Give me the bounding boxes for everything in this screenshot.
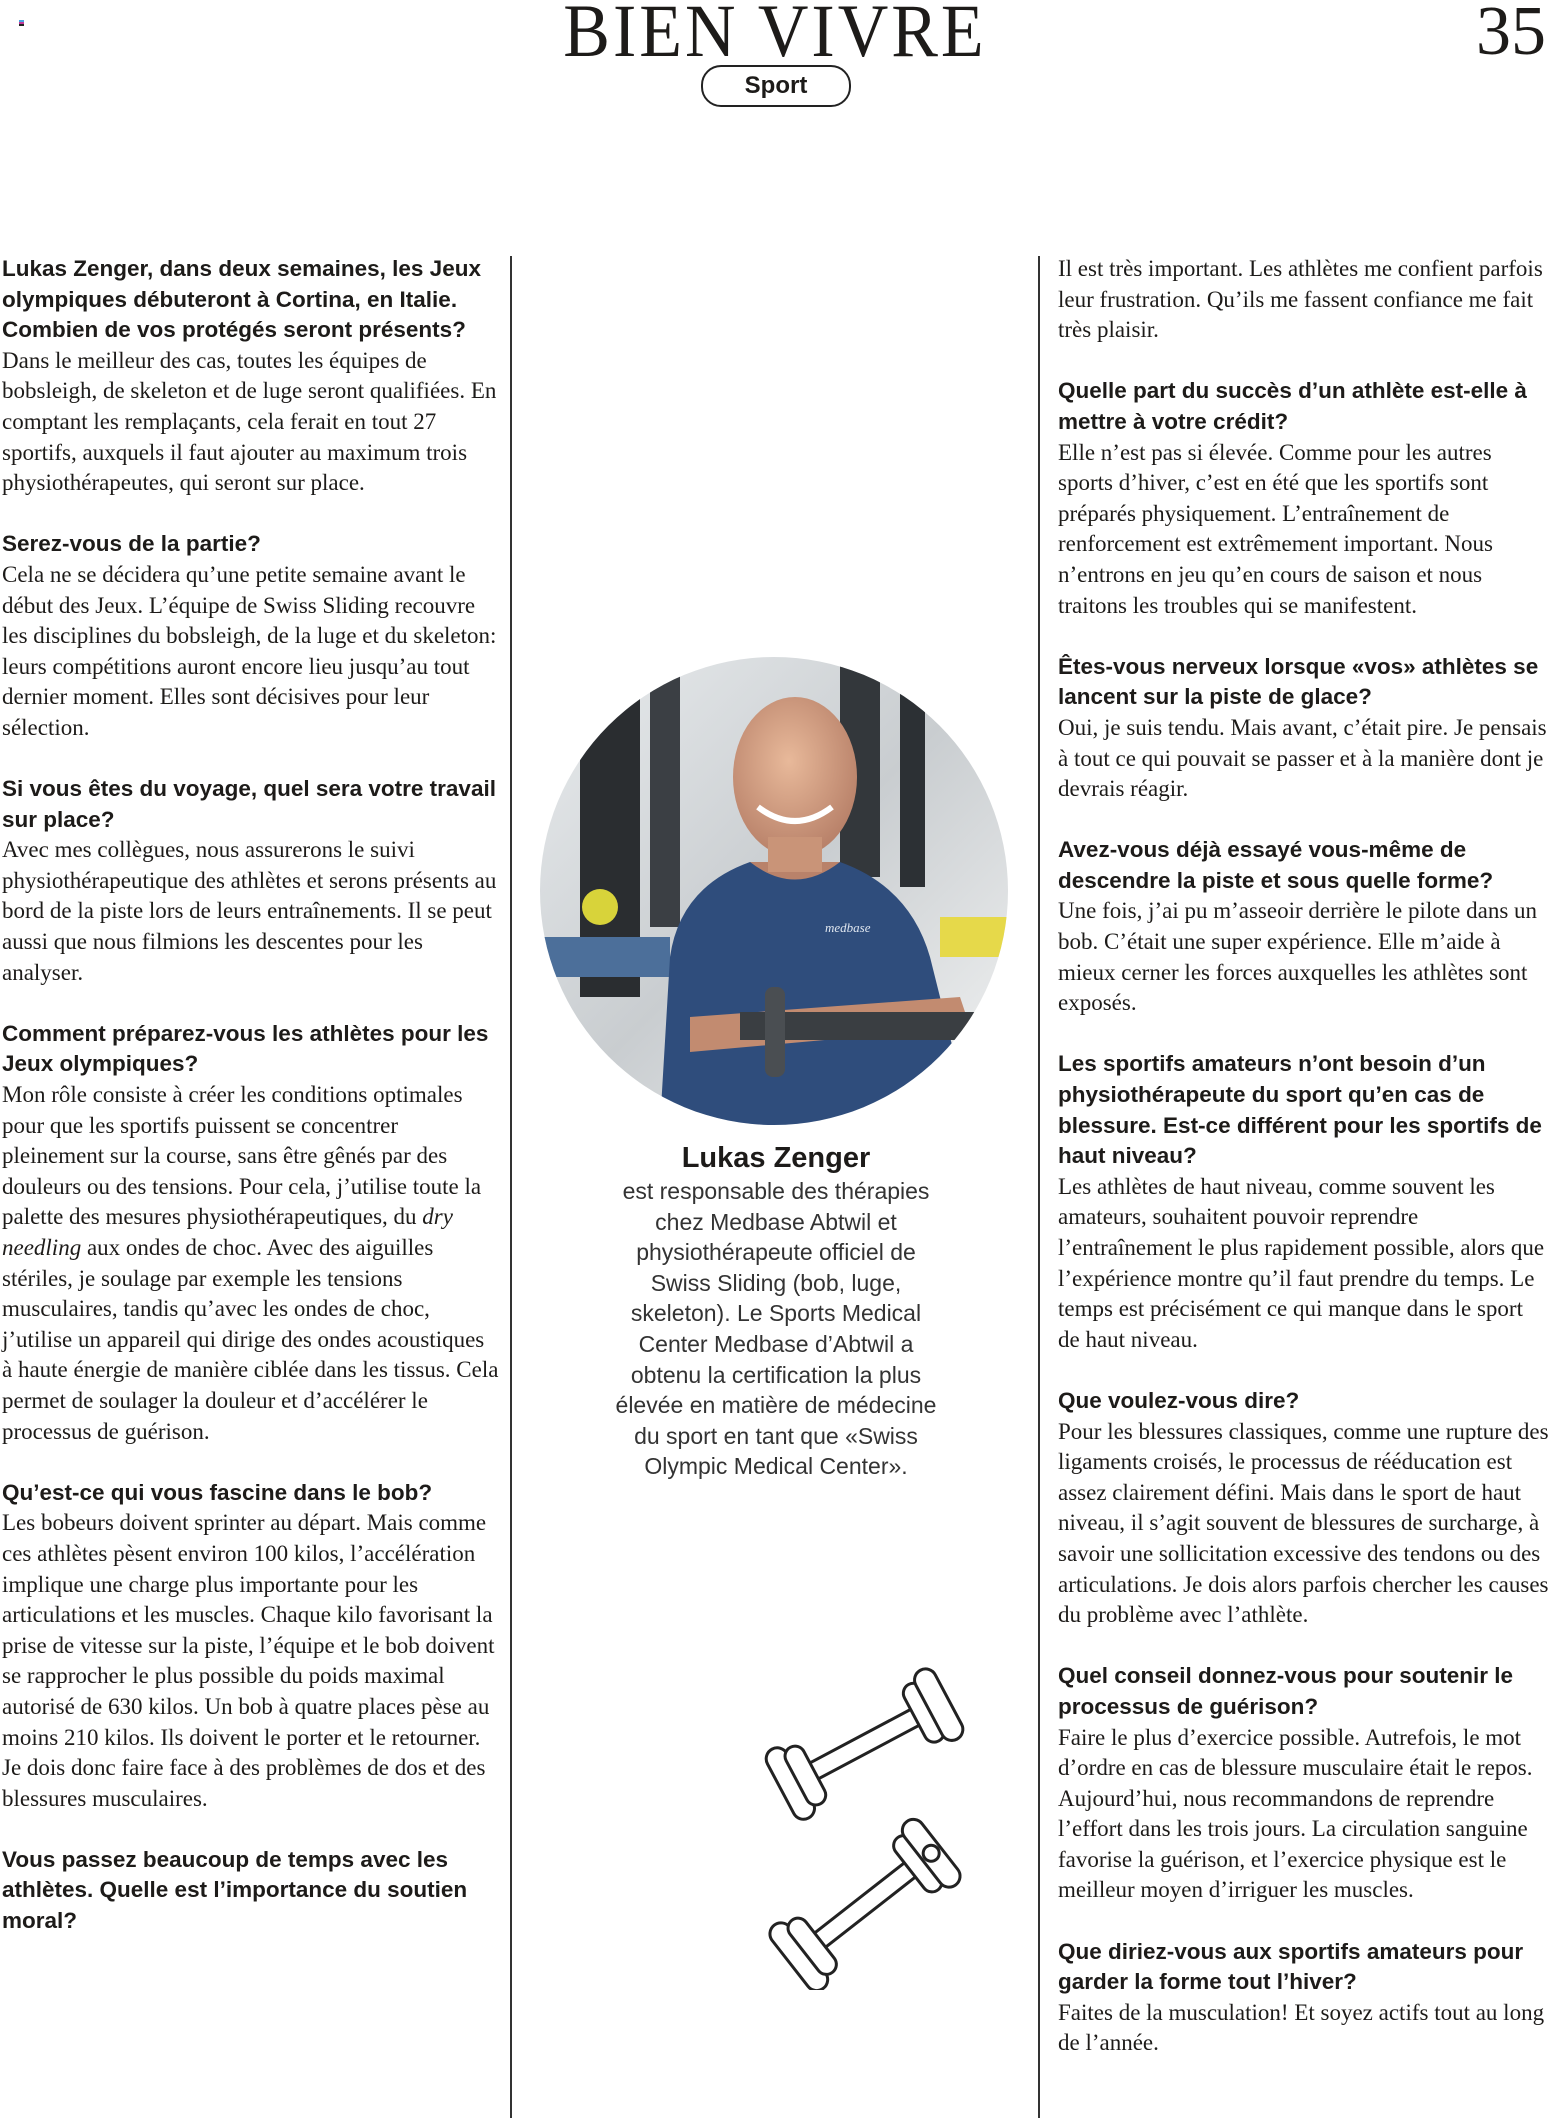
answer: Il est très important. Les athlètes me confient parfois leur frustration. Qu’ils me fassent confiance me fait très plaisir. bbox=[1058, 256, 1543, 343]
portrait-photo bbox=[540, 657, 1008, 1125]
qa-section bbox=[2, 774, 500, 988]
question: Quelle part du succès d’un athlète est-elle à mettre à votre crédit? bbox=[1058, 378, 1527, 434]
qa-section bbox=[2, 254, 500, 499]
answer: Faites de la musculation! Et soyez actifs tout au long de l’année. bbox=[1058, 1999, 1545, 2056]
section-title: BIEN VIVRE bbox=[563, 0, 987, 74]
answer: Pour les blessures classiques, comme une rupture des ligaments croisés, le processus de rééducation est assez clairement défini. Mais dans le sport de haut niveau, il s’agit souvent de blessures de surcharge, à savoir une sollicitation excessive des tendons ou des articulations. Je dois alors parfois chercher les causes du problème avec l’athlète. bbox=[1058, 1418, 1549, 1628]
qa-section bbox=[1058, 652, 1550, 805]
qa-section bbox=[1058, 1661, 1550, 1906]
question: Vous passez beaucoup de temps avec les athlètes. Quelle est l’importance du soutien moral? bbox=[2, 1846, 468, 1934]
qa-section bbox=[2, 1478, 500, 1815]
dumbbell-illustration bbox=[750, 1660, 980, 1990]
question: Si vous êtes du voyage, quel sera votre travail sur place? bbox=[2, 776, 496, 832]
left-column bbox=[2, 254, 500, 1967]
question: Comment préparez-vous les athlètes pour les Jeux olympiques? bbox=[2, 1020, 489, 1077]
person-name: Lukas Zenger bbox=[681, 1142, 871, 1174]
qa-section bbox=[1058, 376, 1550, 621]
qa-section bbox=[1058, 1937, 1550, 2059]
page-number: 35 bbox=[1476, 0, 1546, 70]
answer-italic-term: dry needling bbox=[2, 1204, 453, 1260]
qa-section bbox=[2, 529, 500, 743]
answer: Elle n’est pas si élevée. Comme pour les autres sports d’hiver, c’est en été que les sportifs sont préparés physiquement. L’entraînement de renforcement est extrêmement important. Nous n’entrons en jeu qu’en cours de saison et nous traitons les troubles qui se manifestent. bbox=[1058, 439, 1493, 618]
question: Les sportifs amateurs n’ont besoin d’un physiothérapeute du sport qu’en cas de blessure. Est-ce différent pour les sportifs de haut niveau? bbox=[1058, 1051, 1542, 1169]
question: Que diriez-vous aux sportifs amateurs pour garder la forme tout l’hiver? bbox=[1058, 1938, 1524, 1995]
answer: Oui, je suis tendu. Mais avant, c’était pire. Je pensais à tout ce qui pouvait se passer et à la manière dont je devrais réagir. bbox=[1058, 714, 1547, 802]
answer: Faire le plus d’exercice possible. Autrefois, le mot d’ordre en cas de blessure musculaire était le repos. Aujourd’hui, nous recommandons de reprendre l’effort dans les trois jours. La circulation sanguine favorise la guérison, et l’exercice physique est le meilleur moyen d’irriguer les muscles. bbox=[1058, 1724, 1533, 1903]
question: Avez-vous déjà essayé vous-même de descendre la piste et sous quelle forme? bbox=[1058, 837, 1494, 893]
answer: Dans le meilleur des cas, toutes les équipes de bobsleigh, de skeleton et de luge seront qualifiées. En comptant les remplaçants, cela ferait en tout 27 sportifs, auxquels il faut ajouter au maximum trois physiothérapeutes, qui seront sur place. bbox=[2, 347, 497, 496]
shirt-logo: medbase bbox=[825, 920, 871, 935]
answer bbox=[2, 1080, 500, 1447]
answer: Une fois, j’ai pu m’asseoir derrière le pilote dans un bob. C’était une super expérience. Elle m’aide à mieux cerner les forces auxquelles les athlètes sont exposés. bbox=[1058, 898, 1538, 1016]
qa-section bbox=[2, 1845, 500, 1937]
qa-section bbox=[1058, 1386, 1550, 1631]
question: Êtes-vous nerveux lorsque «vos» athlètes se lancent sur la piste de glace? bbox=[1058, 653, 1539, 710]
question: Quel conseil donnez-vous pour soutenir le processus de guérison? bbox=[1058, 1663, 1514, 1719]
qa-section bbox=[1058, 254, 1550, 346]
answer: Les athlètes de haut niveau, comme souvent les amateurs, souhaitent pouvoir reprendre l’entraînement le plus rapidement possible, alors que l’expérience montre qu’il faut prendre du temps. Le temps est précisément ce qui manque dans le sport de haut niveau. bbox=[1058, 1173, 1545, 1352]
answer: Cela ne se décidera qu’une petite semaine avant le début des Jeux. L’équipe de Swiss Sliding recouvre les disciplines du bobsleigh, de la luge et du skeleton: leurs compétitions auront encore lieu jusqu’au tout dernier moment. Elles sont décisives pour leur sélection. bbox=[2, 561, 497, 740]
answer-text: aux ondes de choc. Avec des aiguilles stériles, je soulage par exemple les tensions musculaires, tandis qu’avec les ondes de choc, j’utilise un appareil qui dirige des ondes acoustiques à haute énergie de manière ciblée dans les tissus. Cela permet de soulager la douleur et d’accélérer le processus de guérison. bbox=[2, 1235, 499, 1444]
column-divider bbox=[1038, 256, 1040, 2118]
question: Serez-vous de la partie? bbox=[2, 531, 261, 557]
answer: Les bobeurs doivent sprinter au départ. Mais comme ces athlètes pèsent environ 100 kilos, l’accélération implique une charge plus importante pour les articulations et les muscles. Chaque kilo favorisant la prise de vitesse sur la piste, l’équipe et le bob doivent se rapprocher le plus possible du poids maximal autorisé de 630 kilos. Un bob à quatre places pèse au moins 210 kilos. Ils doivent le porter et le retourner. Je dois donc faire face à des problèmes de dos et des blessures musculaires. bbox=[2, 1510, 495, 1811]
category-tag: Sport bbox=[701, 65, 851, 107]
qa-section bbox=[2, 1019, 500, 1447]
portrait-caption bbox=[612, 1140, 940, 1482]
answer-text: Mon rôle consiste à créer les conditions optimales pour que les sportifs puissent se concentrer pleinement sur la course, sans être gênés par des douleurs ou des tensions. Pour cela, j’utilise toute la palette des mesures physiothérapeutiques, du bbox=[2, 1082, 482, 1230]
right-column bbox=[1058, 254, 1550, 2090]
question: Que voulez-vous dire? bbox=[1058, 1387, 1300, 1413]
column-divider bbox=[510, 256, 512, 2118]
qa-section bbox=[1058, 1049, 1550, 1355]
question: Qu’est-ce qui vous fascine dans le bob? bbox=[2, 1479, 433, 1505]
answer: Avec mes collègues, nous assurerons le suivi physiothérapeutique des athlètes et serons présents au bord de la piste lors de leurs entraînements. Il se peut aussi que nous filmions les descentes pour les analyser. bbox=[2, 837, 497, 985]
portrait-image bbox=[540, 657, 1008, 1125]
question: Lukas Zenger, dans deux semaines, les Jeux olympiques débuteront à Cortina, en Italie. Combien de vos protégés seront présents? bbox=[2, 256, 481, 343]
qa-section bbox=[1058, 835, 1550, 1019]
person-bio: est responsable des thérapies chez Medbase Abtwil et physiothérapeute officiel de Swiss Sliding (bob, luge, skeleton). Le Sports Medical Center Medbase d’Abtwil a obtenu la certification la plus élevée en matière de médecine du sport en tant que «Swiss Olympic Medical Center». bbox=[615, 1178, 937, 1480]
dumbbell-icon bbox=[750, 1660, 980, 1990]
